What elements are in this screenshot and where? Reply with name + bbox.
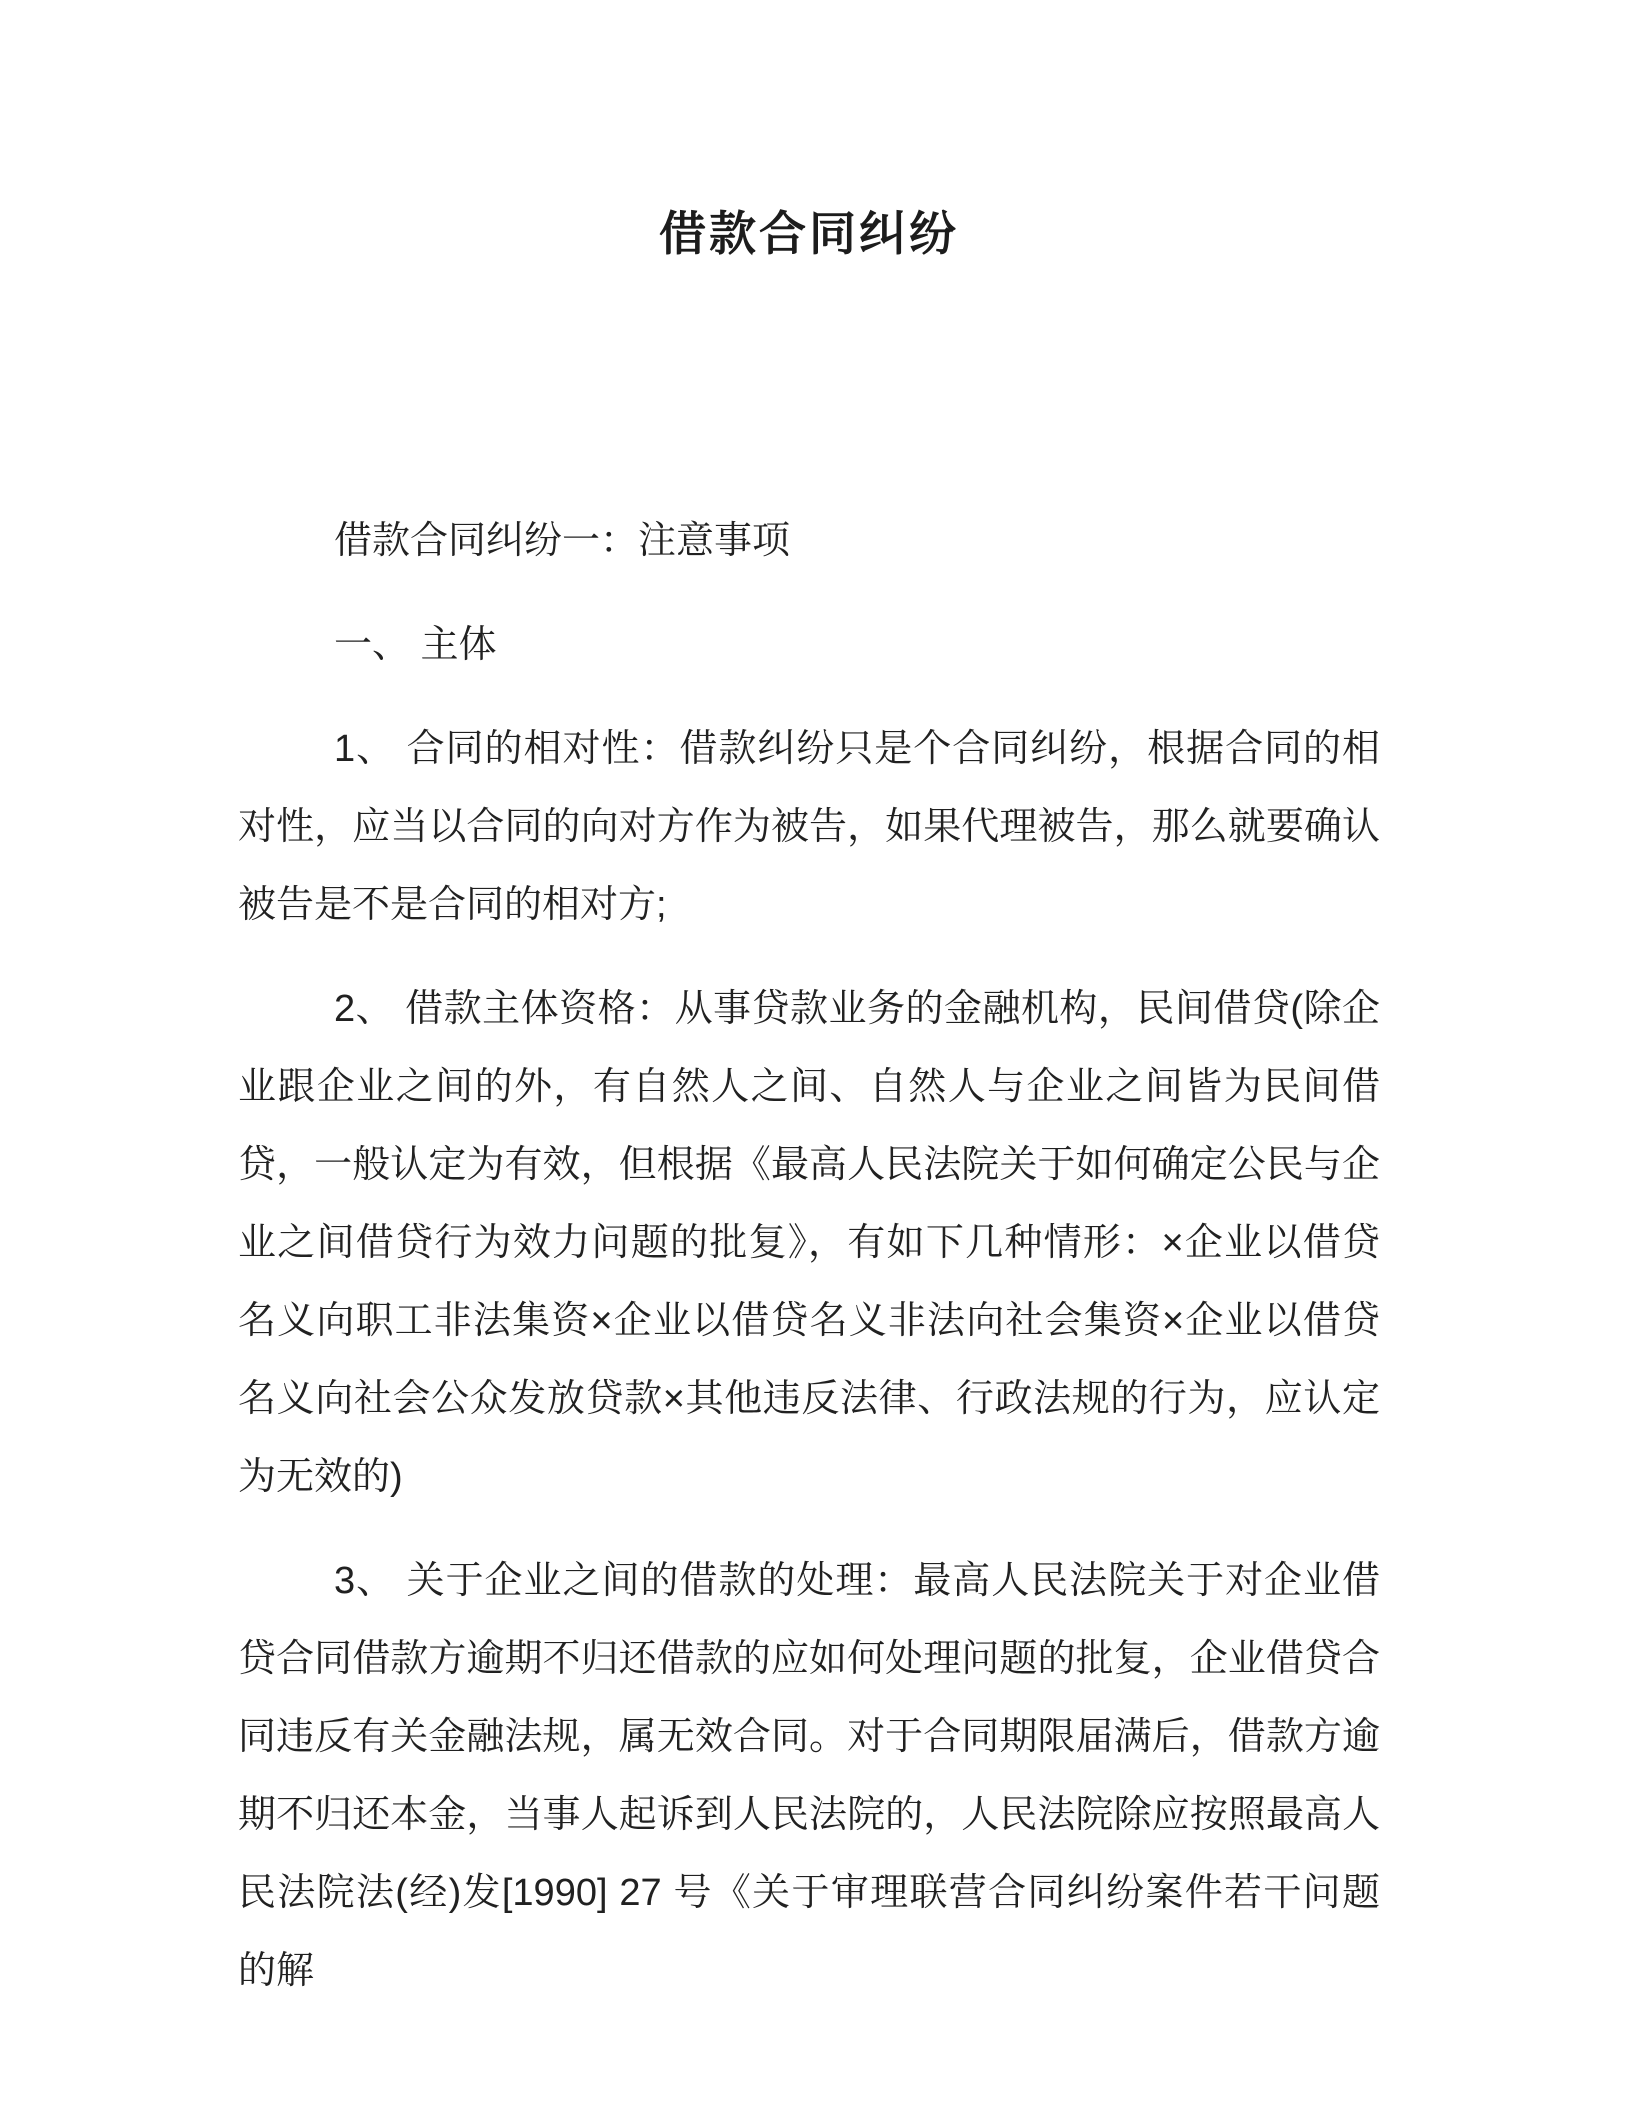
document-body: [238, 502, 1380, 2010]
paragraph: 3、 关于企业之间的借款的处理：最高人民法院关于对企业借贷合同借款方逾期不归还借款的应如何处理问题的批复，企业借贷合同违反有关金融法规，属无效合同。对于合同期限届满后，借款方逾期不归还本金，当事人起诉到人民法院的，人民法院除应按照最高人民法院法(经)发[1990] 27 号《关于审理联营合同纠纷案件若干问题的解: [238, 1559, 1380, 1992]
paragraph: 借款合同纠纷一：注意事项: [334, 519, 791, 562]
document-title: 借款合同纠纷: [659, 207, 959, 260]
paragraph: 2、 借款主体资格：从事贷款业务的金融机构，民间借贷(除企业跟企业之间的外，有自然人之间、自然人与企业之间皆为民间借贷，一般认定为有效，但根据《最高人民法院关于如何确定公民与企业之间借贷行为效力问题的批复》，有如下几种情形：×企业以借贷名义向职工非法集资×企业以借贷名义非法向社会集资×企业以借贷名义向社会公众发放贷款×其他违反法律、行政法规的行为，应认定为无效的): [238, 987, 1380, 1498]
paragraph: 1、 合同的相对性：借款纠纷只是个合同纠纷，根据合同的相对性，应当以合同的向对方作为被告，如果代理被告，那么就要确认被告是不是合同的相对方;: [238, 727, 1380, 926]
paragraph: 一、 主体: [334, 623, 497, 666]
